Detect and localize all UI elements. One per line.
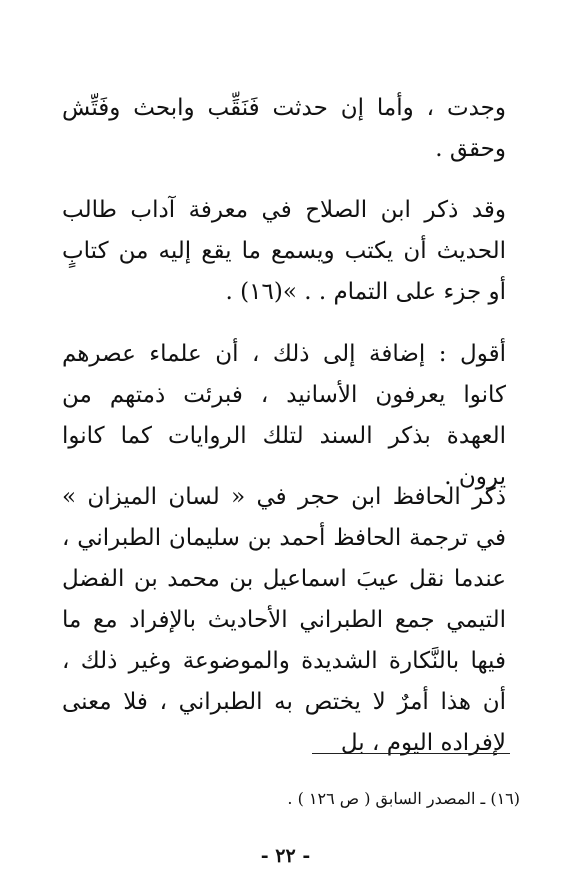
paragraph-3: أقول : إضافة إلى ذلك ، أن علماء عصرهم كانوا يعرفون الأسانيد ، فبرئت ذمتهم من العهدة بذكر السند لتلك الروايات كما كانوا يرون . bbox=[62, 341, 506, 490]
paragraph-1: وجدت ، وأما إن حدثت فَنَقِّب وابحث وفَتِّش وحقق . bbox=[62, 95, 506, 162]
paragraph-2: وقد ذكر ابن الصلاح في معرفة آداب طالب الحديث أن يكتب ويسمع ما يقع إليه من كتابٍ أو جزء على التمام . . »(١٦) . bbox=[62, 197, 506, 305]
paragraph-4: ذكر الحافظ ابن حجر في « لسان الميزان » في ترجمة الحافظ أحمد بن سليمان الطبراني ، عندما نقل عيبَ اسماعيل بن محمد بن الفضل التيمي جمع الطبراني الأحاديث بالإفراد مع ما فيها بالنَّكارة الشديدة والموضوعة وغير ذلك ، أن هذا أمرٌ لا يختص به الطبراني ، فلا معنى لإفراده اليوم ، بل bbox=[62, 484, 506, 756]
page-number: - ٢٢ - bbox=[260, 845, 311, 867]
footnote: (١٦) ـ المصدر السابق ( ص ١٢٦ ) . bbox=[287, 789, 520, 808]
footnote-divider bbox=[312, 753, 510, 754]
